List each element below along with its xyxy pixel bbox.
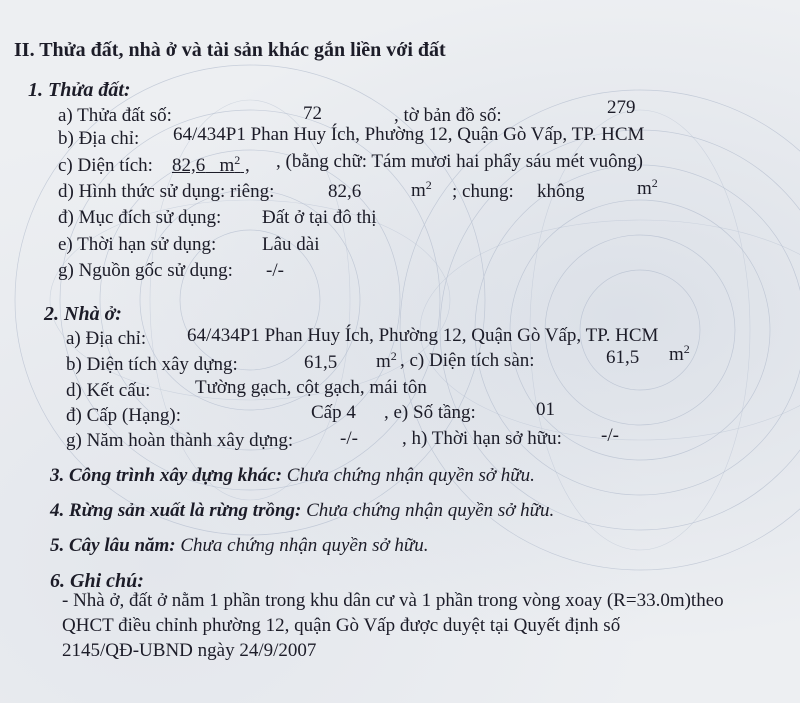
build-area-label: b) Diện tích xây dựng: xyxy=(66,354,238,375)
notes-heading: 6. Ghi chú: xyxy=(50,570,144,592)
usage-common-unit: $m^2$ xyxy=(637,176,658,199)
build-area-value: 61,5 xyxy=(304,352,338,373)
notes-line-1: - Nhà ở, đất ở nằm 1 phần trong khu dân cư và 1 phần trong vòng xoay (R=33.0m)theo xyxy=(62,590,724,611)
grade-label: đ) Cấp (Hạng): xyxy=(66,405,182,426)
house-address: 64/434P1 Phan Huy Ích, Phường 12, Quận Gò Vấp, TP. HCM xyxy=(187,325,659,346)
ownership-term-value: -/- xyxy=(601,425,619,446)
forest-row: 4. Rừng sản xuất là rừng trồng: Chưa chứng nhận quyền sở hữu. xyxy=(50,500,555,521)
term-label: e) Thời hạn sử dụng: xyxy=(58,234,217,255)
house-heading: 2. Nhà ở: xyxy=(44,303,122,325)
completion-value: -/- xyxy=(340,428,358,449)
section-title: II. Thửa đất, nhà ở và tài sản khác gắn liền với đất xyxy=(14,39,446,61)
purpose-value: Đất ở tại đô thị xyxy=(262,207,377,228)
usage-common-value: không xyxy=(537,181,585,202)
floor-area-label: , c) Diện tích sàn: xyxy=(400,350,535,371)
land-area-label: c) Diện tích: xyxy=(58,155,153,176)
origin-label: g) Nguồn gốc sử dụng: xyxy=(58,260,233,281)
parcel-label: a) Thửa đất số: xyxy=(58,105,172,126)
other-construction-row: 3. Công trình xây dựng khác: Chưa chứng nhận quyền sở hữu. xyxy=(50,465,535,486)
map-sheet-number: 279 xyxy=(607,97,636,118)
perennial-row: 5. Cây lâu năm: Chưa chứng nhận quyền sở hữu. xyxy=(50,535,429,556)
ownership-term-label: , h) Thời hạn sở hữu: xyxy=(402,428,562,449)
land-heading: 1. Thửa đất: xyxy=(28,79,131,101)
land-address: 64/434P1 Phan Huy Ích, Phường 12, Quận Gò Vấp, TP. HCM xyxy=(173,124,645,145)
land-area-words: , (bằng chữ: Tám mươi hai phẩy sáu mét vuông) xyxy=(276,151,643,172)
land-address-label: b) Địa chỉ: xyxy=(58,128,140,149)
usage-common-label: ; chung: xyxy=(452,181,514,202)
usage-private-unit: $m^2$ xyxy=(411,178,432,201)
floors-value: 01 xyxy=(536,399,555,420)
parcel-number: 72 xyxy=(303,103,322,124)
land-area-value: 82,6 $m^2$ , xyxy=(172,153,250,176)
floor-area-value: 61,5 xyxy=(606,347,640,368)
grade-value: Cấp 4 xyxy=(311,402,356,423)
notes-line-3: 2145/QĐ-UBND ngày 24/9/2007 xyxy=(62,640,317,661)
map-sheet-label: , tờ bản đồ số: xyxy=(394,105,502,126)
term-value: Lâu dài xyxy=(262,234,320,255)
usage-private-value: 82,6 xyxy=(328,181,362,202)
structure-label: d) Kết cấu: xyxy=(66,380,151,401)
build-area-unit: $m^2$ xyxy=(376,349,397,372)
notes-line-2: QHCT điều chỉnh phường 12, quận Gò Vấp được duyệt tại Quyết định số xyxy=(62,615,621,636)
structure-value: Tường gạch, cột gạch, mái tôn xyxy=(195,377,427,398)
completion-label: g) Năm hoàn thành xây dựng: xyxy=(66,430,294,451)
purpose-label: đ) Mục đích sử dụng: xyxy=(58,207,222,228)
usage-form-label: d) Hình thức sử dụng: riêng: xyxy=(58,181,275,202)
floors-label: , e) Số tầng: xyxy=(384,402,476,423)
floor-area-unit: $m^2$ xyxy=(669,342,690,365)
house-address-label: a) Địa chỉ: xyxy=(66,328,147,349)
origin-value: -/- xyxy=(266,260,284,281)
